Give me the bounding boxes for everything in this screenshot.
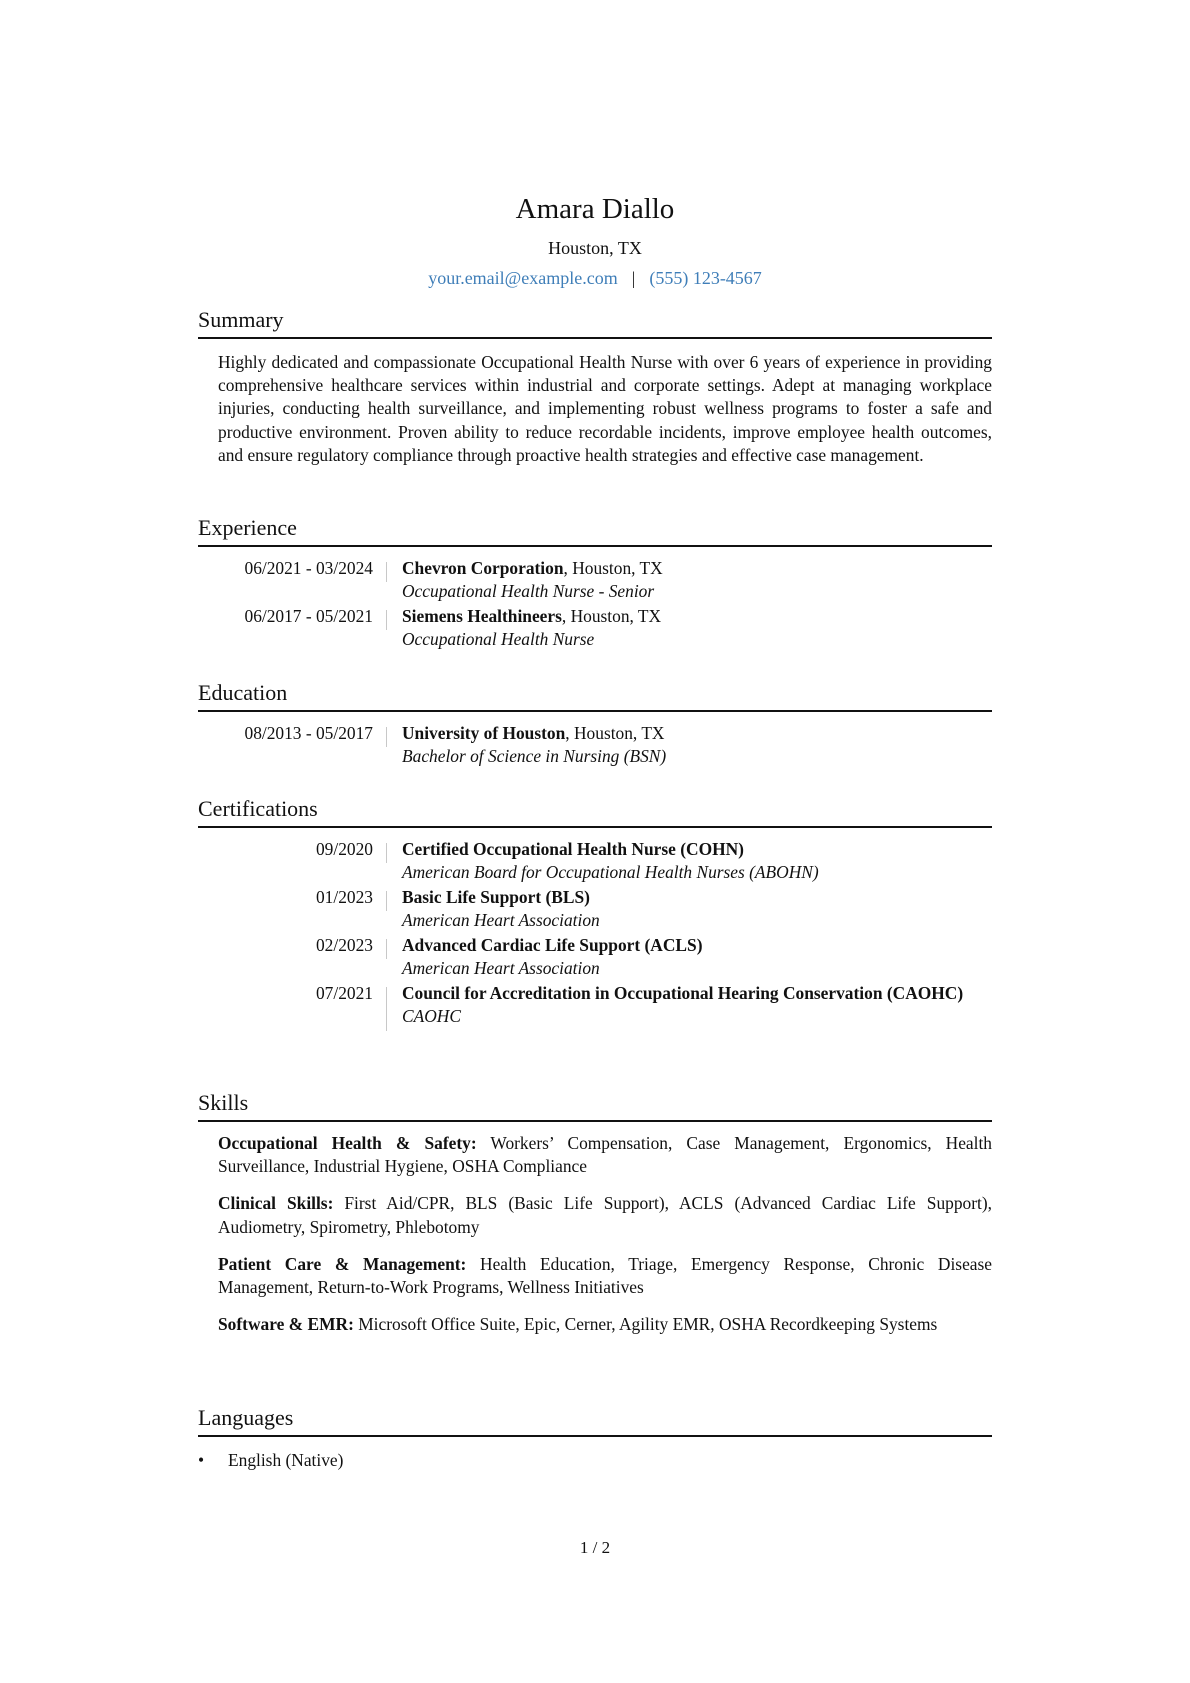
- skills-section: [198, 1089, 992, 1350]
- certifications-section: [198, 795, 992, 1030]
- entry-date: 08/2013 - 05/2017: [198, 722, 387, 768]
- certification-entry: [198, 982, 992, 1028]
- page-indicator: 1 / 2: [579, 1538, 611, 1557]
- entry-date: 06/2017 - 05/2021: [198, 605, 387, 651]
- certification-issuer: CAOHC: [402, 1006, 461, 1026]
- skill-group: [218, 1313, 992, 1336]
- certification-issuer: American Heart Association: [402, 958, 600, 978]
- section-title-summary: Summary: [198, 306, 992, 339]
- candidate-name: Amara Diallo: [515, 193, 675, 225]
- entry-date: 06/2021 - 03/2024: [198, 557, 387, 603]
- contact-line: [198, 266, 992, 290]
- skill-group: [218, 1132, 992, 1178]
- bullet-icon: •: [198, 1450, 205, 1470]
- skill-group-values: Microsoft Office Suite, Epic, Cerner, Agility EMR, OSHA Recordkeeping Systems: [353, 1314, 938, 1335]
- certification-issuer: American Board for Occupational Health Nurses (ABOHN): [402, 862, 819, 882]
- entry-location: , Houston, TX: [565, 723, 665, 743]
- section-title-experience: Experience: [198, 514, 992, 547]
- certification-name: Advanced Cardiac Life Support (ACLS): [402, 935, 703, 955]
- entry-role: Occupational Health Nurse: [402, 629, 595, 649]
- phone-link[interactable]: (555) 123-4567: [649, 268, 762, 288]
- entry-organization: University of Houston: [402, 723, 566, 743]
- experience-entry: [198, 605, 992, 651]
- entry-degree: Bachelor of Science in Nursing (BSN): [402, 746, 667, 766]
- education-section: [198, 679, 992, 770]
- skill-group: [218, 1192, 992, 1238]
- experience-section: [198, 514, 992, 653]
- skill-group-values: Health Education, Triage, Emergency Response, Chronic Disease Management, Return-to-Work Programs, Wellness Initiatives: [218, 1253, 992, 1298]
- section-title-certifications: Certifications: [198, 795, 992, 828]
- entry-organization: Chevron Corporation: [402, 558, 564, 578]
- certification-name: Council for Accreditation in Occupational Hearing Conservation (CAOHC): [402, 983, 964, 1003]
- skill-group-label: Software & EMR:: [218, 1314, 354, 1335]
- language-item: [198, 1449, 992, 1472]
- skill-group-label: Occupational Health & Safety:: [218, 1133, 477, 1153]
- entry-date: 09/2020: [198, 838, 387, 884]
- experience-entry: [198, 557, 992, 603]
- skill-group-values: First Aid/CPR, BLS (Basic Life Support), ACLS (Advanced Cardiac Life Support), Audiometry, Spirometry, Phlebotomy: [218, 1193, 992, 1237]
- certification-name: Certified Occupational Health Nurse (COHN): [402, 839, 744, 859]
- skill-group: [218, 1253, 992, 1299]
- email-link[interactable]: your.email@example.com: [428, 268, 618, 288]
- language-label: English (Native): [228, 1450, 344, 1470]
- skill-group-values: Workers’ Compensation, Case Management, Ergonomics, Health Surveillance, Industrial Hygiene, OSHA Compliance: [218, 1133, 992, 1177]
- skill-group-label: Clinical Skills:: [218, 1193, 334, 1214]
- skill-group-label: Patient Care & Management:: [218, 1253, 467, 1274]
- certification-name: Basic Life Support (BLS): [402, 887, 590, 907]
- candidate-location: Houston, TX: [548, 238, 642, 258]
- section-title-skills: Skills: [198, 1089, 992, 1122]
- entry-location: , Houston, TX: [563, 558, 663, 578]
- entry-location: , Houston, TX: [561, 606, 662, 626]
- certification-entry: [198, 838, 992, 884]
- entry-date: 02/2023: [198, 934, 387, 980]
- section-title-languages: Languages: [198, 1404, 992, 1437]
- entry-role: Occupational Health Nurse - Senior: [402, 581, 655, 601]
- languages-section: [198, 1404, 992, 1472]
- summary-text: Highly dedicated and compassionate Occupational Health Nurse with over 6 years of experience in providing comprehensive healthcare services within industrial and corporate settings. Adept at managing workplace injuries, conducting health surveillance, and implementing robust wellness programs to foster a safe and productive environment. Proven ability to reduce recordable incidents, improve employee health outcomes, and ensure regulatory compliance through proactive health strategies and effective case management.: [218, 352, 992, 465]
- resume-header: [198, 190, 992, 290]
- certification-entry: [198, 934, 992, 980]
- entry-date: 07/2021: [198, 982, 387, 1028]
- summary-section: [198, 306, 992, 467]
- education-entry: [198, 722, 992, 768]
- contact-separator: |: [631, 268, 636, 288]
- entry-date: 01/2023: [198, 886, 387, 932]
- certification-issuer: American Heart Association: [402, 910, 600, 930]
- entry-organization: Siemens Healthineers: [402, 606, 562, 626]
- certification-entry: [198, 886, 992, 932]
- section-title-education: Education: [198, 679, 992, 712]
